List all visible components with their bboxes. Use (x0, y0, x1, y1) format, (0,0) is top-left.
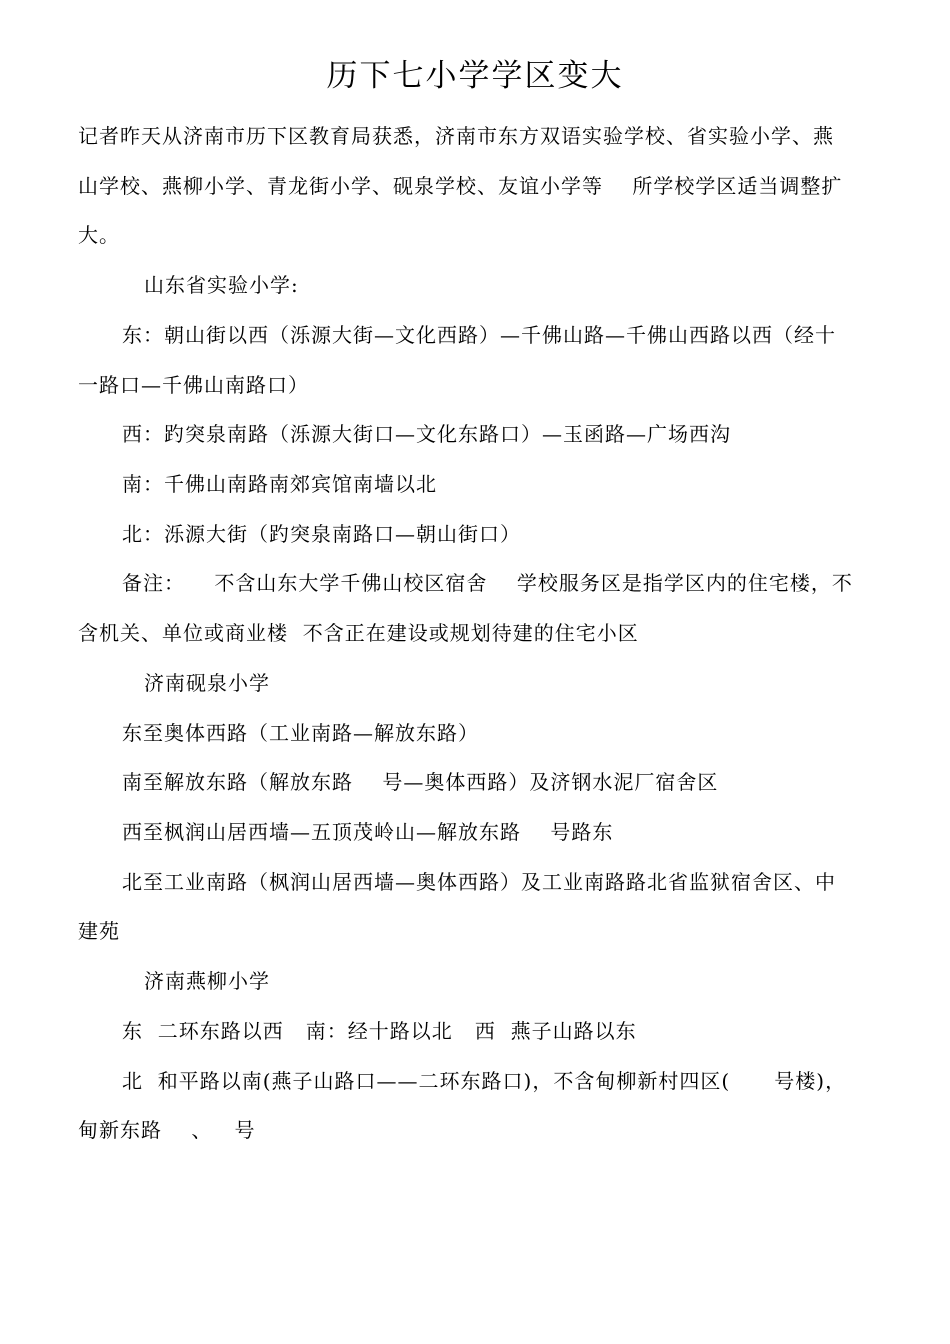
paragraph-line: 山学校、燕柳小学、青龙街小学、砚泉学校、友谊小学等 所学校学区适当调整扩 (78, 174, 843, 198)
paragraph-line: 南至解放东路（解放东路 号—奥体西路）及济钢水泥厂宿舍区 (122, 770, 719, 794)
paragraph-line: 大。 (78, 223, 120, 247)
paragraph-line: 记者昨天从济南市历下区教育局获悉，济南市东方双语实验学校、省实验小学、燕 (78, 124, 834, 148)
section-heading: 山东省实验小学: (144, 273, 299, 297)
paragraph-line: 西至枫润山居西墙—五顶茂岭山—解放东路 号路东 (122, 820, 614, 844)
document-title: 历下七小学学区变大 (326, 58, 624, 94)
paragraph-line: 东至奥体西路（工业南路—解放东路） (122, 721, 479, 745)
paragraph-line: 北至工业南路（枫润山居西墙—奥体西路）及工业南路路北省监狱宿舍区、中 (122, 870, 836, 894)
paragraph-line: 东 二环东路以西 南：经十路以北 西 燕子山路以东 (122, 1019, 637, 1043)
paragraph-line: 东：朝山街以西（泺源大街—文化西路）—千佛山路—千佛山西路以西（经十 (122, 323, 836, 347)
paragraph-line: 备注： 不含山东大学千佛山校区宿舍 学校服务区是指学区内的住宅楼，不 (122, 571, 853, 595)
paragraph-line: 西：趵突泉南路（泺源大街口—文化东路口）—玉函路—广场西沟 (122, 422, 731, 446)
paragraph-line: 一路口—千佛山南路口） (78, 373, 309, 397)
paragraph-line: 甸新东路 、 号 (78, 1118, 256, 1142)
section-heading: 济南燕柳小学 (144, 969, 270, 993)
paragraph-line: 北 和平路以南(燕子山路口——二环东路口)，不含甸柳新村四区( 号楼)， (122, 1069, 847, 1093)
section-heading: 济南砚泉小学 (144, 671, 270, 695)
paragraph-line: 北：泺源大街（趵突泉南路口—朝山街口） (122, 522, 521, 546)
paragraph-line: 含机关、单位或商业楼 不含正在建设或规划待建的住宅小区 (78, 621, 639, 645)
paragraph-line: 南：千佛山南路南郊宾馆南墙以北 (122, 472, 437, 496)
paragraph-line: 建苑 (78, 919, 120, 943)
